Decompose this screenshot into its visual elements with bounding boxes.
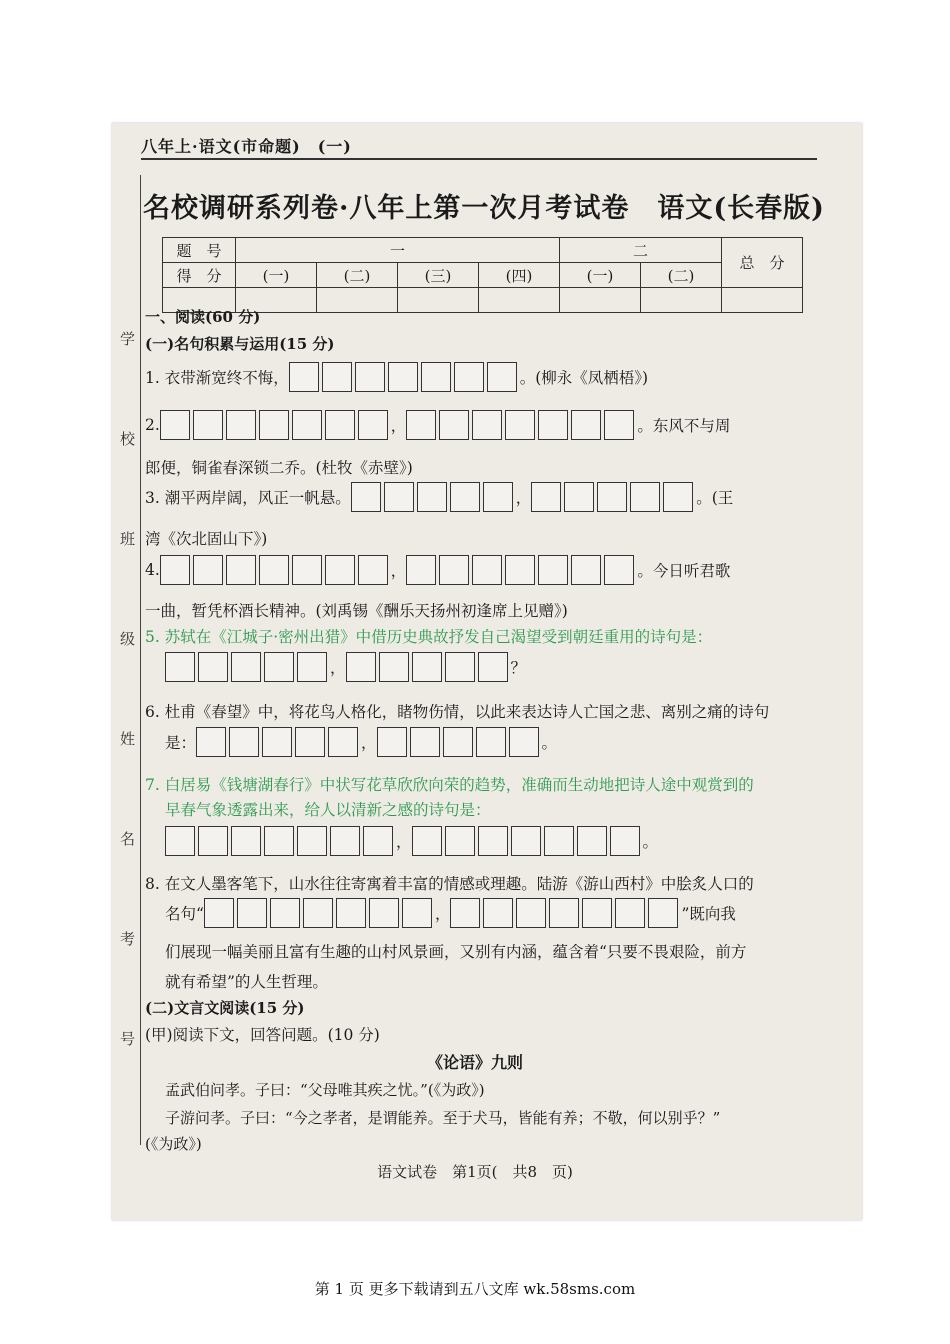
- binding-char: 号: [120, 1030, 136, 1048]
- question-3: 3. 潮平两岸阔，风正一帆悬。 ， 。(王: [145, 482, 733, 512]
- answer-box[interactable]: [478, 826, 508, 856]
- score-cell[interactable]: [317, 288, 398, 313]
- answer-box[interactable]: [198, 652, 228, 682]
- answer-box[interactable]: [328, 727, 358, 757]
- binding-char: 姓: [120, 730, 136, 748]
- question-5-prompt: 5. 苏轼在《江城子·密州出猎》中借历史典故抒发自己渴望受到朝廷重用的诗句是：: [145, 628, 713, 646]
- question-5: ， ？: [165, 652, 526, 682]
- binding-char: 学: [120, 330, 136, 348]
- answer-boxes[interactable]: [289, 362, 520, 392]
- score-cell[interactable]: [398, 288, 479, 313]
- answer-box[interactable]: [264, 826, 294, 856]
- answer-box[interactable]: [259, 555, 289, 585]
- answer-box[interactable]: [204, 898, 234, 928]
- answer-box[interactable]: [544, 826, 574, 856]
- question-7: ， 。: [165, 826, 658, 856]
- download-footer: 第 1 页 更多下载请到五八文库 wk.58sms.com: [314, 1280, 636, 1298]
- col-sub-4: (四): [479, 263, 560, 288]
- question-4: 4. ， 。今日听君歌: [145, 555, 730, 585]
- answer-box[interactable]: [160, 555, 190, 585]
- lunyu-passage-2: 子游问孝。子曰：“今之孝者，是谓能养。至于犬马，皆能有养；不敬，何以别乎？”: [165, 1109, 721, 1127]
- answer-box[interactable]: [229, 727, 259, 757]
- binding-margin-labels: [120, 330, 140, 1130]
- answer-box[interactable]: [478, 652, 508, 682]
- answer-box[interactable]: [303, 898, 333, 928]
- answer-box[interactable]: [388, 362, 418, 392]
- answer-boxes[interactable]: [450, 898, 681, 928]
- answer-box[interactable]: [297, 826, 327, 856]
- answer-box[interactable]: [322, 362, 352, 392]
- row-label-score: 得 分: [163, 263, 236, 288]
- answer-box[interactable]: [445, 652, 475, 682]
- answer-boxes[interactable]: [346, 652, 511, 682]
- col-sub-3: (三): [398, 263, 479, 288]
- answer-boxes[interactable]: [406, 555, 637, 585]
- total-score-cell[interactable]: [722, 288, 803, 313]
- answer-box[interactable]: [351, 482, 381, 512]
- question-8: 名句“ ， ”既向我: [165, 898, 736, 928]
- question-8-prompt: 8. 在文人墨客笔下，山水往往寄寓着丰富的情感或理趣。陆游《游山西村》中脍炙人口的: [145, 875, 754, 893]
- answer-box[interactable]: [264, 652, 294, 682]
- section-famous-lines: (一)名句积累与运用(15 分): [145, 335, 335, 353]
- answer-box[interactable]: [325, 555, 355, 585]
- answer-boxes[interactable]: [531, 482, 696, 512]
- answer-box[interactable]: [577, 826, 607, 856]
- section-classical-chinese: (二)文言文阅读(15 分): [145, 999, 305, 1017]
- answer-box[interactable]: [355, 362, 385, 392]
- answer-box[interactable]: [412, 826, 442, 856]
- answer-box[interactable]: [289, 362, 319, 392]
- answer-box[interactable]: [571, 410, 601, 440]
- question-7-prompt: 7. 白居易《钱塘湖春行》中状写花草欣欣向荣的趋势，准确而生动地把诗人途中观赏到的: [145, 776, 754, 794]
- exam-title: 名校调研系列卷·八年上第一次月考试卷 语文(长春版): [143, 193, 825, 224]
- answer-box[interactable]: [346, 652, 376, 682]
- question-7-prompt-line2: 早春气象透露出来，给人以清新之感的诗句是：: [165, 801, 491, 819]
- answer-boxes[interactable]: [160, 555, 391, 585]
- page-number: 语文试卷 第1页( 共8 页): [377, 1163, 573, 1181]
- col-sub-5: (一): [560, 263, 641, 288]
- header-rule: [141, 158, 817, 160]
- answer-boxes[interactable]: [204, 898, 435, 928]
- answer-box[interactable]: [259, 410, 289, 440]
- answer-box[interactable]: [516, 898, 546, 928]
- answer-box[interactable]: [582, 898, 612, 928]
- answer-box[interactable]: [538, 555, 568, 585]
- binding-char: 名: [120, 830, 136, 848]
- binding-char: 校: [120, 430, 136, 448]
- answer-box[interactable]: [358, 555, 388, 585]
- question-6-prompt: 6. 杜甫《春望》中，将花鸟人格化，睹物伤情，以此来表达诗人亡国之悲、离别之痛的诗句: [145, 703, 770, 721]
- part-a-instruction: (甲)阅读下文，回答问题。(10 分): [145, 1026, 380, 1044]
- answer-box[interactable]: [377, 727, 407, 757]
- answer-box[interactable]: [297, 652, 327, 682]
- answer-boxes[interactable]: [351, 482, 516, 512]
- answer-box[interactable]: [450, 898, 480, 928]
- answer-box[interactable]: [597, 482, 627, 512]
- answer-box[interactable]: [330, 826, 360, 856]
- answer-box[interactable]: [295, 727, 325, 757]
- answer-box[interactable]: [410, 727, 440, 757]
- answer-box[interactable]: [165, 826, 195, 856]
- answer-box[interactable]: [443, 727, 473, 757]
- answer-box[interactable]: [439, 555, 469, 585]
- answer-box[interactable]: [476, 727, 506, 757]
- answer-box[interactable]: [604, 410, 634, 440]
- question-2: 2. ， 。东风不与周: [145, 410, 730, 440]
- answer-box[interactable]: [406, 555, 436, 585]
- answer-box[interactable]: [509, 727, 539, 757]
- answer-box[interactable]: [505, 410, 535, 440]
- question-8-line3: 们展现一幅美丽且富有生趣的山村风景画，又别有内涵，蕴含着“只要不畏艰险，前方: [165, 943, 747, 961]
- answer-boxes[interactable]: [377, 727, 542, 757]
- question-1: 1. 衣带渐宽终不悔， 。(柳永《凤栖梧》): [145, 362, 648, 392]
- answer-box[interactable]: [487, 362, 517, 392]
- answer-box[interactable]: [571, 555, 601, 585]
- paper-header: 八年上·语文(市命题) (一): [141, 137, 352, 156]
- section-reading: 一、阅读(60 分): [145, 308, 261, 326]
- answer-box[interactable]: [511, 826, 541, 856]
- answer-box[interactable]: [237, 898, 267, 928]
- answer-box[interactable]: [663, 482, 693, 512]
- answer-box[interactable]: [231, 652, 261, 682]
- answer-box[interactable]: [417, 482, 447, 512]
- answer-box[interactable]: [412, 652, 442, 682]
- answer-box[interactable]: [325, 410, 355, 440]
- answer-box[interactable]: [531, 482, 561, 512]
- answer-box[interactable]: [292, 555, 322, 585]
- answer-box[interactable]: [193, 410, 223, 440]
- answer-box[interactable]: [630, 482, 660, 512]
- answer-boxes[interactable]: [165, 652, 330, 682]
- answer-box[interactable]: [450, 482, 480, 512]
- answer-box[interactable]: [379, 652, 409, 682]
- answer-box[interactable]: [262, 727, 292, 757]
- answer-box[interactable]: [648, 898, 678, 928]
- answer-box[interactable]: [369, 898, 399, 928]
- answer-box[interactable]: [604, 555, 634, 585]
- answer-box[interactable]: [472, 555, 502, 585]
- answer-box[interactable]: [384, 482, 414, 512]
- answer-box[interactable]: [454, 362, 484, 392]
- binding-char: 考: [120, 930, 136, 948]
- question-4-line2: 一曲，暂凭杯酒长精神。(刘禹锡《酬乐天扬州初逢席上见赠》): [145, 602, 568, 620]
- answer-box[interactable]: [196, 727, 226, 757]
- answer-box[interactable]: [439, 410, 469, 440]
- answer-box[interactable]: [160, 410, 190, 440]
- group-two-header: 二: [560, 238, 722, 263]
- binding-char: 级: [120, 630, 136, 648]
- answer-box[interactable]: [165, 652, 195, 682]
- answer-box[interactable]: [472, 410, 502, 440]
- answer-boxes[interactable]: [412, 826, 643, 856]
- total-header: 总 分: [722, 238, 803, 288]
- col-sub-6: (二): [641, 263, 722, 288]
- answer-box[interactable]: [270, 898, 300, 928]
- answer-box[interactable]: [358, 410, 388, 440]
- answer-box[interactable]: [226, 410, 256, 440]
- answer-box[interactable]: [564, 482, 594, 512]
- answer-box[interactable]: [483, 898, 513, 928]
- group-one-header: 一: [236, 238, 560, 263]
- answer-box[interactable]: [538, 410, 568, 440]
- score-cell[interactable]: [641, 288, 722, 313]
- answer-box[interactable]: [445, 826, 475, 856]
- col-sub-1: (一): [236, 263, 317, 288]
- answer-box[interactable]: [198, 826, 228, 856]
- answer-box[interactable]: [231, 826, 261, 856]
- score-cell[interactable]: [560, 288, 641, 313]
- question-2-line2: 郎便，铜雀春深锁二乔。(杜牧《赤壁》): [145, 459, 413, 477]
- answer-box[interactable]: [193, 555, 223, 585]
- answer-box[interactable]: [549, 898, 579, 928]
- lunyu-passage-2-source: (《为政》): [145, 1135, 202, 1153]
- answer-box[interactable]: [610, 826, 640, 856]
- lunyu-passage-1: 孟武伯问孝。子曰：“父母唯其疾之忧。”(《为政》): [165, 1081, 485, 1099]
- answer-box[interactable]: [483, 482, 513, 512]
- answer-box[interactable]: [292, 410, 322, 440]
- answer-boxes[interactable]: [160, 410, 391, 440]
- lunyu-title: 《论语》九则: [426, 1053, 523, 1072]
- col-sub-2: (二): [317, 263, 398, 288]
- answer-box[interactable]: [402, 898, 432, 928]
- question-6: 是： ， 。: [165, 727, 557, 757]
- answer-boxes[interactable]: [196, 727, 361, 757]
- binding-line: [140, 175, 141, 1145]
- answer-box[interactable]: [336, 898, 366, 928]
- answer-box[interactable]: [363, 826, 393, 856]
- question-8-line4: 就有希望”的人生哲理。: [165, 973, 328, 991]
- row-label-question-no: 题 号: [163, 238, 236, 263]
- answer-boxes[interactable]: [165, 826, 396, 856]
- score-table: [162, 237, 803, 313]
- answer-box[interactable]: [505, 555, 535, 585]
- answer-box[interactable]: [421, 362, 451, 392]
- answer-boxes[interactable]: [406, 410, 637, 440]
- question-3-line2: 湾《次北固山下》): [145, 530, 268, 548]
- answer-box[interactable]: [226, 555, 256, 585]
- binding-char: 班: [120, 530, 136, 548]
- answer-box[interactable]: [406, 410, 436, 440]
- answer-box[interactable]: [615, 898, 645, 928]
- score-cell[interactable]: [479, 288, 560, 313]
